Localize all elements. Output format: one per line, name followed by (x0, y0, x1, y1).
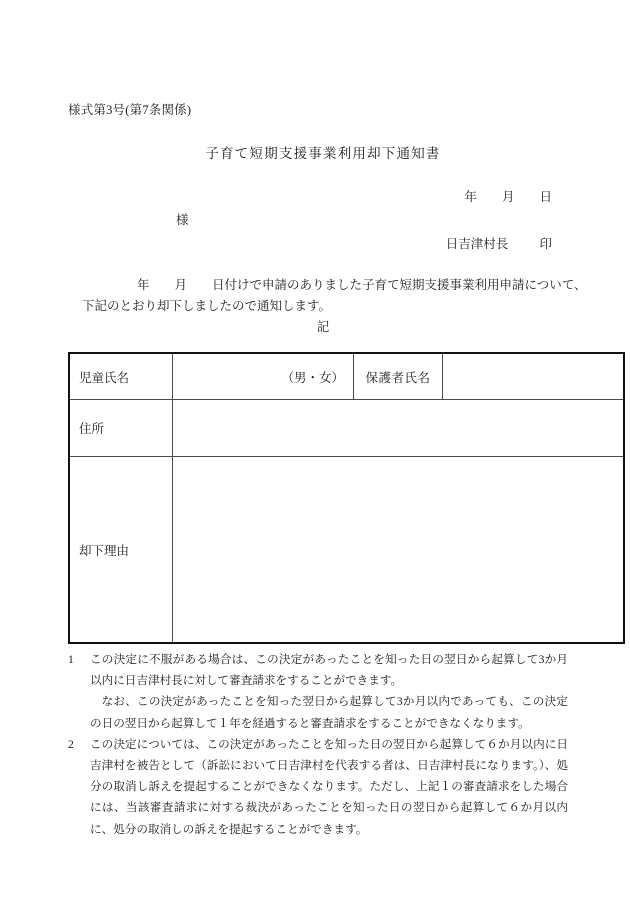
table-row (69, 457, 624, 644)
table-row (69, 353, 624, 400)
address-field[interactable] (173, 400, 625, 457)
note-item (68, 734, 568, 840)
note-paragraph: この決定については、この決定があったことを知った日の翌日から起算して６か月以内に日吉津村を被告として（訴訟において日吉津村を代表する者は、日吉津村長になります。）、処分の取消し訴えを提起することができなくなります。ただし、上記１の審査請求をした場合には、当該審査請求に対する裁決があったことを知った日の翌日から起算して６か月以内に、処分の取消しの訴えを提起することができます。 (90, 737, 568, 836)
guardian-name-label: 保護者氏名 (354, 353, 443, 400)
rejection-reason-label-text: 却下理由 (79, 543, 130, 558)
page-title: 子育て短期支援事業利用却下通知書 (205, 146, 441, 161)
note-paragraph: なお、この決定があったことを知った翌日から起算して3か月以内であっても、この決定の日の翌日から起算して１年を経過すると審査請求をすることができなくなります。 (90, 695, 568, 730)
table-row (69, 400, 624, 457)
note-number: 1 (68, 653, 74, 666)
address-label (69, 400, 173, 457)
child-name-gender-field[interactable]: （男・女） (173, 353, 354, 400)
rejection-reason-label (69, 457, 173, 644)
date-line: 年 月 日 (464, 190, 552, 204)
notes-section (68, 649, 568, 840)
child-name-label (69, 353, 173, 400)
form-table (68, 352, 625, 644)
address-label-text: 住所 (79, 422, 105, 436)
body-line-1: 年 月 日付けで申請のありました子育て短期支援事業利用申請について、 (137, 278, 587, 292)
form-number: 様式第3号(第7条関係) (68, 103, 192, 117)
child-name-label-text: 児童氏名 (79, 370, 130, 385)
note-number: 2 (68, 737, 74, 751)
body-paragraph (68, 275, 587, 317)
note-item (68, 649, 568, 734)
note-paragraph: この決定に不服がある場合は、この決定があったことを知った日の翌日から起算して3か月以内に日吉津村長に対して審査請求をすることができます。 (90, 653, 568, 688)
issuer-line: 日吉津村長 印 (445, 237, 552, 251)
body-line-2: 下記のとおり却下しましたので通知します。 (82, 299, 332, 313)
rejection-reason-field[interactable] (173, 457, 625, 644)
guardian-name-field[interactable] (443, 353, 625, 400)
ki-marker: 記 (316, 320, 330, 334)
addressee-suffix: 様 (176, 213, 189, 227)
